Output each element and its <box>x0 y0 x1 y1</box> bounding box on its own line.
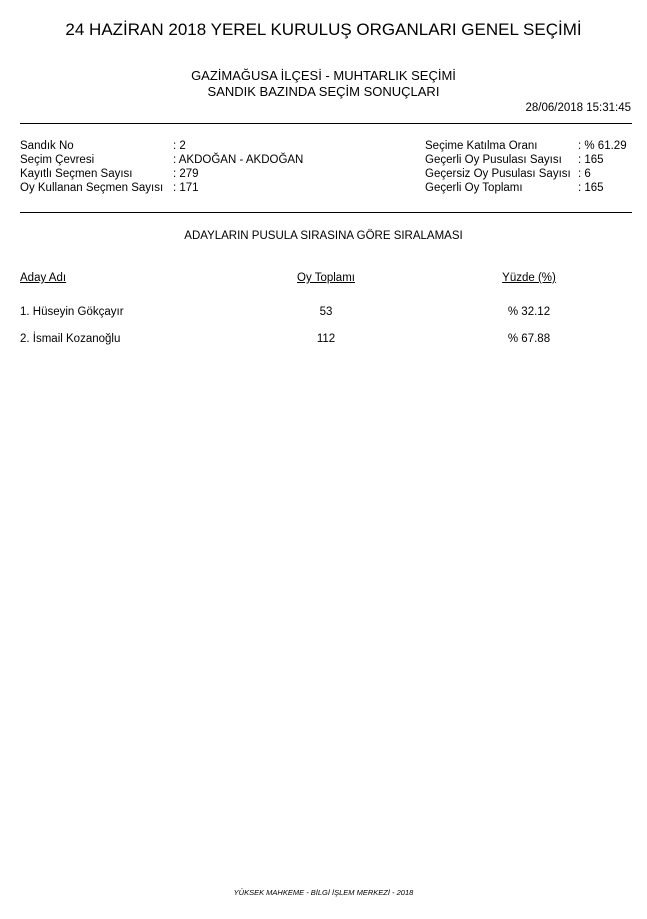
info-value-oy-kullanan: : 171 <box>173 182 199 194</box>
footer-text: YÜKSEK MAHKEME - BİLGİ İŞLEM MERKEZİ - 2018 <box>233 888 414 897</box>
header-percentage: Yüzde (%) <box>502 272 556 284</box>
candidate-name: 2. İsmail Kozanoğlu <box>20 333 121 345</box>
subtitle-district: GAZİMAĞUSA İLÇESİ - MUHTARLIK SEÇİMİ <box>191 68 456 83</box>
info-value-secim-cevresi: : AKDOĞAN - AKDOĞAN <box>173 154 304 166</box>
header-vote-total: Oy Toplamı <box>297 272 355 284</box>
candidate-percent: % 67.88 <box>507 333 551 345</box>
info-label-gecerli-pusula: Geçerli Oy Pusulası Sayısı <box>425 154 562 166</box>
candidate-votes: 53 <box>319 306 333 318</box>
info-value-sandik-no: : 2 <box>173 140 186 152</box>
info-label-kayitli-secmen: Kayıtlı Seçmen Sayısı <box>20 168 133 180</box>
info-label-gecersiz-pusula: Geçersiz Oy Pusulası Sayısı <box>425 168 571 180</box>
divider-top <box>20 123 632 124</box>
info-value-gecerli-oy-toplami: : 165 <box>578 182 604 194</box>
info-label-gecerli-oy-toplami: Geçerli Oy Toplamı <box>425 182 523 194</box>
page-title: 24 HAZİRAN 2018 YEREL KURULUŞ ORGANLARI GENEL SEÇİMİ <box>65 20 582 39</box>
candidate-name: 1. Hüseyin Gökçayır <box>20 306 124 318</box>
divider-bottom <box>20 212 632 213</box>
candidate-percent: % 32.12 <box>507 306 551 318</box>
info-value-gecersiz-pusula: : 6 <box>578 168 591 180</box>
info-value-gecerli-pusula: : 165 <box>578 154 604 166</box>
header-candidate-name: Aday Adı <box>20 272 67 284</box>
info-label-oy-kullanan: Oy Kullanan Seçmen Sayısı <box>20 182 164 194</box>
info-label-secim-cevresi: Seçim Çevresi <box>20 154 95 166</box>
subtitle-results: SANDIK BAZINDA SEÇİM SONUÇLARI <box>207 84 440 99</box>
section-title: ADAYLARIN PUSULA SIRASINA GÖRE SIRALAMASI <box>184 230 463 242</box>
report-timestamp: 28/06/2018 15:31:45 <box>525 102 631 114</box>
info-label-sandik-no: Sandık No <box>20 140 74 152</box>
info-value-kayitli-secmen: : 279 <box>173 168 199 180</box>
info-label-katilma-orani: Seçime Katılma Oranı <box>425 140 538 152</box>
info-value-katilma-orani: : % 61.29 <box>578 140 627 152</box>
candidate-votes: 112 <box>316 333 336 345</box>
